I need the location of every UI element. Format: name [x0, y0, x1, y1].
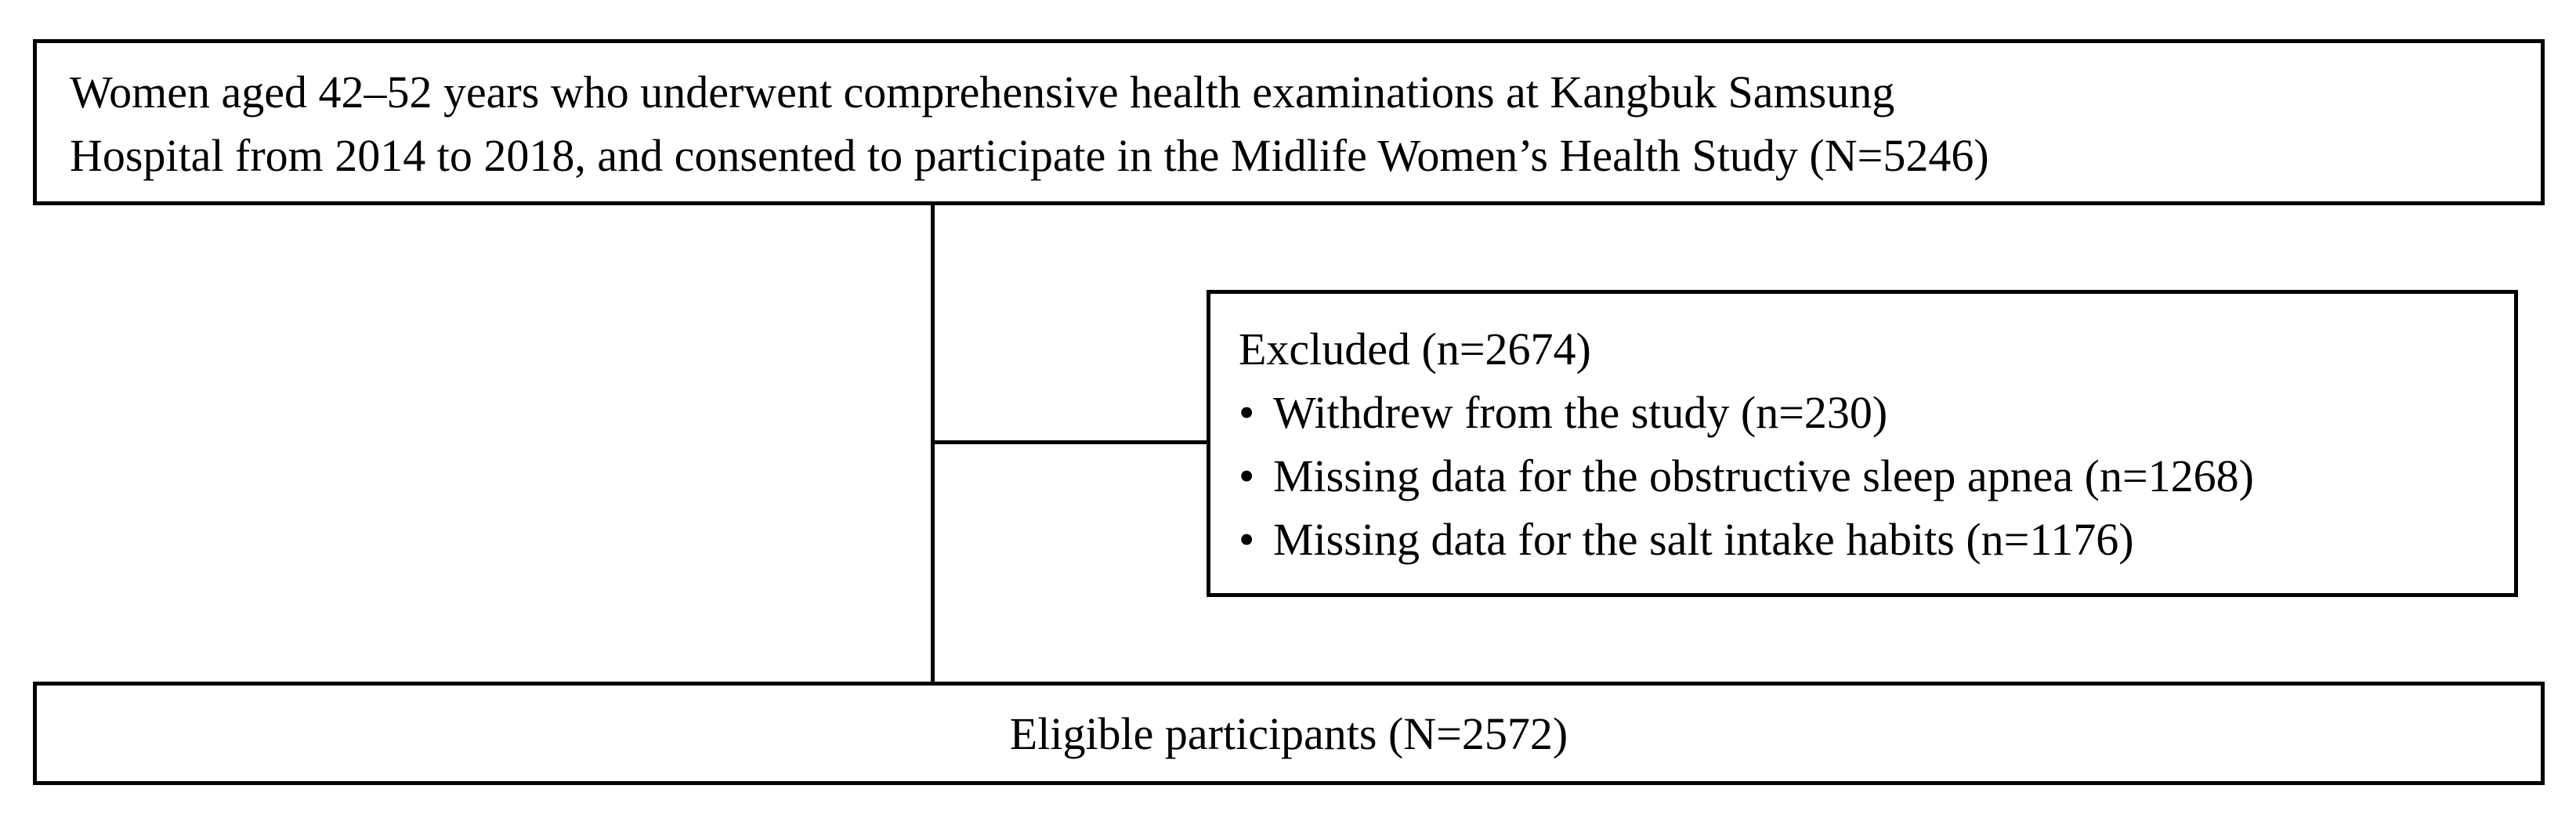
exclusion-item: [1239, 444, 2514, 508]
exclusion-item-label: Missing data for the obstructive sleep apnea (n=1268): [1273, 450, 2254, 501]
eligible-box: [33, 682, 2545, 785]
enrollment-box: [33, 39, 2545, 205]
bullet-icon: •: [1239, 387, 1255, 438]
exclusion-item: [1239, 508, 2514, 571]
exclusion-item-label: Withdrew from the study (n=230): [1273, 387, 1888, 438]
enrollment-text-line-1: Women aged 42–52 years who underwent comprehensive health examinations at Kangbuk Samsung: [70, 67, 1895, 118]
flow-connector-horizontal: [931, 440, 1207, 444]
exclusion-item-label: Missing data for the salt intake habits (n=1176): [1273, 514, 2134, 565]
bullet-icon: •: [1239, 450, 1255, 501]
bullet-icon: •: [1239, 514, 1255, 565]
eligible-label: Eligible participants (N=2572): [1009, 707, 1568, 759]
enrollment-text-line-2: Hospital from 2014 to 2018, and consented to participate in the Midlife Women’s Health Study (N=5246): [70, 130, 1989, 181]
exclusion-item: [1239, 381, 2514, 444]
exclusion-title: Excluded (n=2674): [1239, 324, 1591, 375]
exclusion-box: [1207, 290, 2518, 597]
